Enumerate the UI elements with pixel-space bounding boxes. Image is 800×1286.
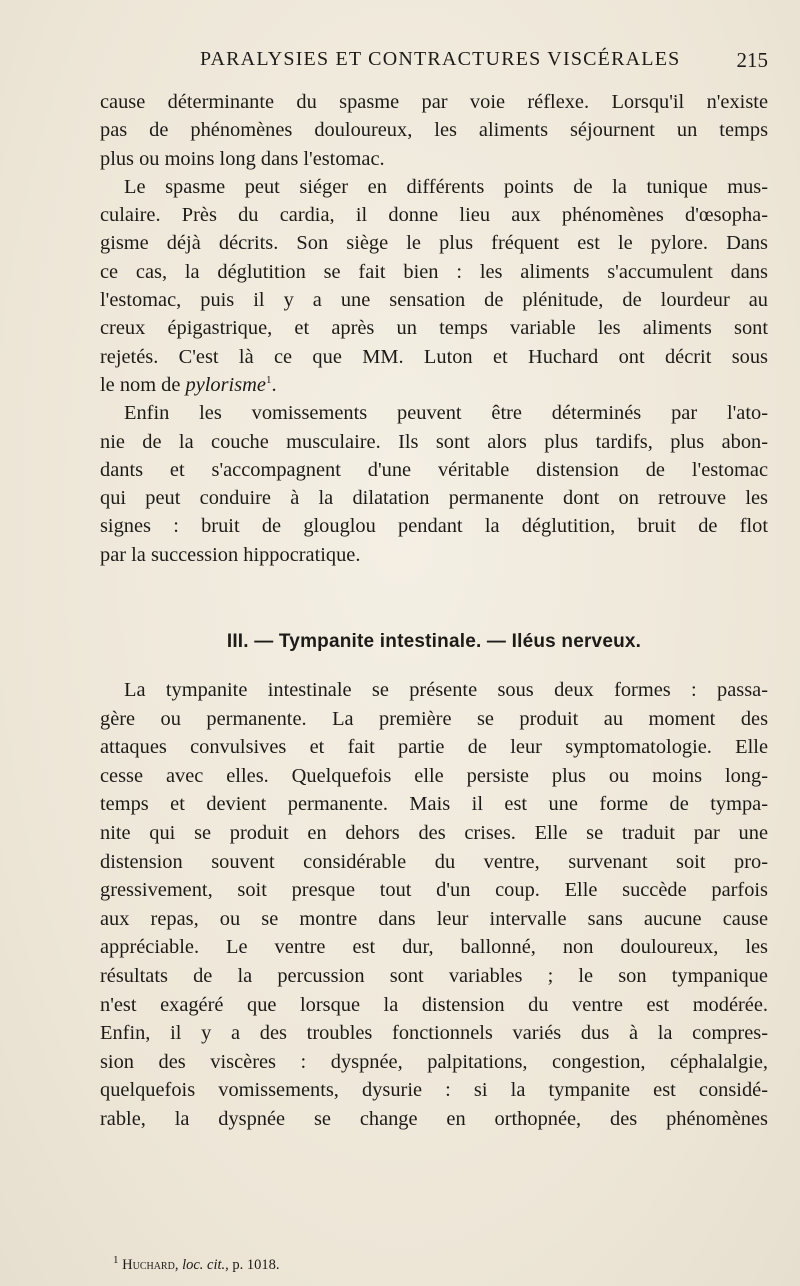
text-line: nite qui se produit en dehors des crises. Elle se traduit par une — [100, 821, 768, 844]
text-line: l'estomac, puis il y a une sensation de plénitude, de lourdeur au — [100, 289, 768, 312]
text-line: distension souvent considérable du ventre, survenant soit pro- — [100, 850, 768, 873]
section-heading: III. — Tympanite intestinale. — Iléus nerveux. — [226, 631, 642, 652]
page-number: 215 — [736, 48, 768, 72]
text-line: rable, la dyspnée se change en orthopnée, des phénomènes — [100, 1107, 768, 1130]
footnote-page: , p. 1018. — [225, 1257, 280, 1273]
text-line: signes : bruit de glouglou pendant la déglutition, bruit de flot — [100, 515, 768, 538]
text-line: Enfin, il y a des troubles fonctionnels variés dus à la compres- — [100, 1022, 768, 1045]
text-line: cause déterminante du spasme par voie réflexe. Lorsqu'il n'existe — [100, 91, 768, 113]
footnote-reference[interactable]: 1 — [265, 374, 272, 387]
text-line: temps et devient permanente. Mais il est une forme de tympa- — [100, 793, 768, 816]
footnote-author: Huchard — [122, 1257, 175, 1273]
text-line: Enfin les vomissements peuvent être déterminés par l'ato- — [124, 402, 768, 425]
text-line: appréciable. Le ventre est dur, ballonné, non douloureux, les — [100, 936, 768, 959]
text-line: gressivement, soit presque tout d'un coup. Elle succède parfois — [100, 879, 768, 902]
term-pylorisme: pylorisme — [185, 373, 266, 396]
text-line: La tympanite intestinale se présente sous deux formes : passa- — [124, 679, 768, 701]
footnote-citation: loc. cit. — [182, 1257, 226, 1273]
running-head — [100, 44, 768, 74]
text-line: rejetés. C'est là ce que MM. Luton et Huchard ont décrit sous — [100, 345, 768, 368]
text-line: résultats de la percussion sont variables ; le son tympanique — [100, 964, 768, 987]
text-line: ce cas, la déglutition se fait bien : les aliments s'accumulent dans — [100, 260, 768, 283]
text-line: creux épigastrique, et après un temps variable les aliments sont — [100, 317, 768, 340]
body-text-lower — [100, 676, 768, 1134]
body-text-upper — [100, 88, 768, 569]
text-line: cesse avec elles. Quelquefois elle persiste plus ou moins long- — [100, 764, 768, 787]
text-fragment: . — [271, 373, 277, 396]
running-title: PARALYSIES ET CONTRACTURES VISCÉRALES — [200, 48, 681, 70]
text-line: pas de phénomènes douloureux, les aliments séjournent un temps — [100, 119, 768, 142]
text-line: gisme déjà décrits. Son siège le plus fréquent est le pylore. Dans — [100, 232, 768, 255]
text-line: aux repas, ou se montre dans leur intervalle sans aucune cause — [100, 907, 768, 930]
text-line: attaques convulsives et fait partie de leur symptomatologie. Elle — [100, 736, 768, 759]
text-line: dants et s'accompagnent d'une véritable distension de l'estomac — [100, 458, 768, 481]
text-line: par la succession hippocratique. — [100, 543, 361, 566]
text-line: culaire. Près du cardia, il donne lieu aux phénomènes d'œsopha- — [100, 204, 768, 227]
footnote: $^1$ Huchard, loc. cit., p. 1018. — [113, 1254, 280, 1273]
text-line: plus ou moins long dans l'estomac. — [100, 147, 385, 170]
text-line: sion des viscères : dyspnée, palpitations, congestion, céphalalgie, — [100, 1050, 768, 1073]
text-line: nie de la couche musculaire. Ils sont alors plus tardifs, plus abon- — [100, 430, 768, 453]
text-line: gère ou permanente. La première se produit au moment des — [100, 707, 768, 730]
text-line: Le spasme peut siéger en différents points de la tunique mus- — [124, 175, 768, 198]
text-line: quelquefois vomissements, dysurie : si la tympanite est considé- — [100, 1079, 768, 1102]
text-line: qui peut conduire à la dilatation permanente dont on retrouve les — [100, 487, 768, 510]
text-line-pylorisme — [100, 371, 768, 399]
text-line: n'est exagéré que lorsque la distension du ventre est modérée. — [100, 993, 768, 1016]
text-fragment: le nom de — [100, 373, 186, 396]
footnote-mark: 1 — [113, 1254, 119, 1267]
